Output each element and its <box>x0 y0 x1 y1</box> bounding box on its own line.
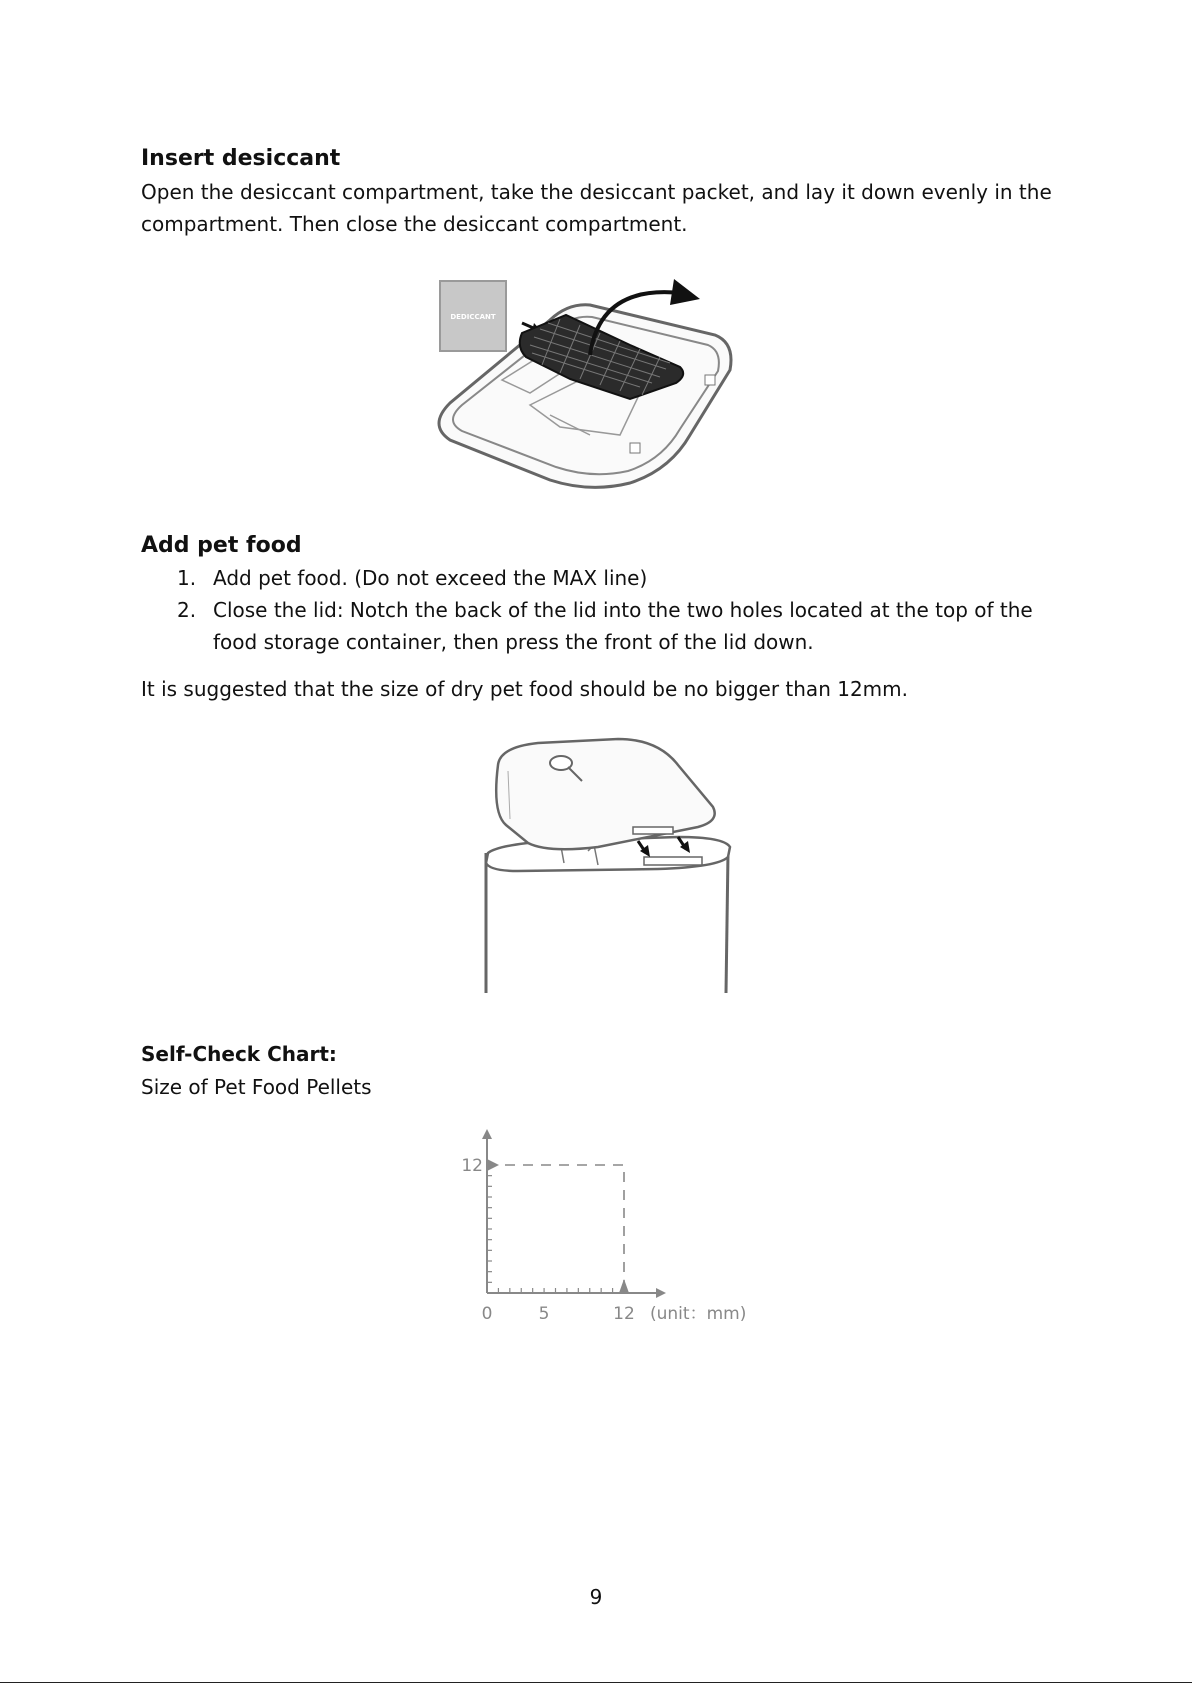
step-item <box>141 562 1041 594</box>
x-tick-label: 5 <box>538 1304 550 1324</box>
step-number: 2. <box>177 598 197 622</box>
step-number: 1. <box>177 566 197 590</box>
y-axis-arrow <box>482 1129 492 1139</box>
x-limit-marker <box>619 1279 629 1293</box>
desiccant-packet-label: DEDICCANT <box>450 313 496 321</box>
desiccant-heading: Insert desiccant <box>141 146 341 171</box>
hinge-holes <box>644 857 702 865</box>
step-text: Close the lid: Notch the back of the lid into the two holes located at the top of the <box>213 598 1033 622</box>
x-axis-arrow <box>656 1288 666 1298</box>
y-limit-marker <box>487 1159 499 1171</box>
pet-food-steps <box>141 562 1041 658</box>
size-limit-line <box>487 1165 624 1293</box>
x-tick-label: 0 <box>481 1304 493 1324</box>
pellet-size-note: It is suggested that the size of dry pet food should be no bigger than 12mm. <box>141 677 908 701</box>
x-tick-label: 12 <box>613 1304 635 1324</box>
desiccant-instructions-line2: compartment. Then close the desiccant compartment. <box>141 212 688 236</box>
desiccant-illustration <box>430 275 750 495</box>
step-text: Add pet food. (Do not exceed the MAX line) <box>213 566 648 590</box>
pet-food-heading: Add pet food <box>141 533 302 558</box>
step-item <box>141 594 1041 658</box>
page-bottom-rule <box>0 1682 1192 1683</box>
food-lid <box>496 739 714 849</box>
pellet-size-chart <box>450 1125 770 1335</box>
y-tick-label: 12 <box>461 1156 483 1176</box>
lid-closing-illustration <box>478 735 748 995</box>
page-number: 9 <box>589 1585 603 1609</box>
unit-label: (unit：mm) <box>650 1304 747 1324</box>
self-check-subtitle: Size of Pet Food Pellets <box>141 1075 372 1099</box>
desiccant-instructions-line1: Open the desiccant compartment, take the desiccant packet, and lay it down evenly in the <box>141 180 1052 204</box>
self-check-heading: Self-Check Chart: <box>141 1042 337 1066</box>
step-text-continued: food storage container, then press the front of the lid down. <box>213 630 814 654</box>
